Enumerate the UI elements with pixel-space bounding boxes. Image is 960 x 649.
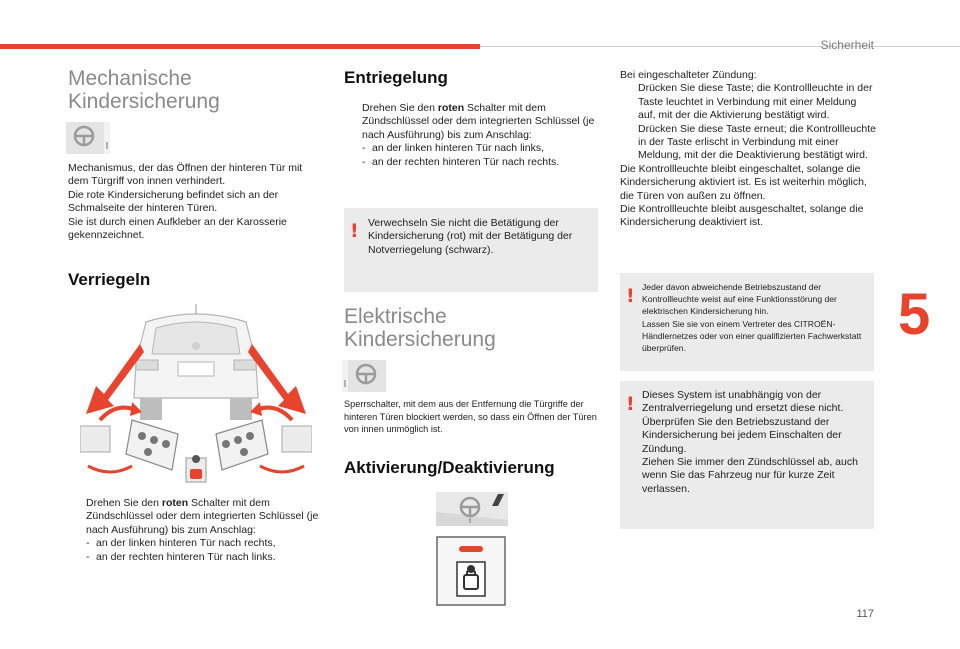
- mechanical-description: [68, 162, 322, 242]
- header-accent-bar: [0, 44, 480, 49]
- electric-title: [344, 306, 594, 351]
- activation-intro: Bei eingeschalteter Zündung:: [620, 69, 757, 81]
- activation-step: Drücken Sie diese Taste erneut; die Kontrollleuchte in der Taste erlischt in Verbindung mit einer Meldung, mit der die Deaktivierung bestätigt wird.: [638, 122, 876, 162]
- aktivierung-heading: [344, 458, 555, 478]
- system-warning-text: [642, 389, 868, 496]
- step-subitem: an der rechten hinteren Tür nach links.: [96, 550, 276, 563]
- status-paragraph: Die Kontrollleuchte bleibt eingeschaltet, solange die Kindersicherung aktiviert ist. Es ist weiterhin möglich, die Türen von außen zu öffnen.: [620, 162, 867, 202]
- left-key-fob: [126, 420, 178, 470]
- entriegelung-heading: [344, 68, 448, 88]
- verriegeln-heading: [68, 270, 150, 290]
- warning-paragraph: Ziehen Sie immer den Zündschlüssel ab, auch wenn Sie das Fahrzeug nur für kurze Zeit verlassen.: [642, 456, 858, 495]
- warning-icon: !: [626, 393, 635, 415]
- aktivierung-title: Aktivierung/Deaktivierung: [344, 458, 555, 477]
- warning-paragraph: Lassen Sie sie von einem Vertreter des CITROËN-Händlernetzes oder von einer qualifizierten Fachwerkstatt überprüfen.: [642, 318, 862, 354]
- warning-paragraph: Jeder davon abweichende Betriebszustand der Kontrollleuchte weist auf eine Funktionsstörung der elektrischen Kindersicherung hin.: [642, 282, 837, 317]
- steering-wheel-icon: [342, 360, 386, 392]
- entriegelung-title: Entriegelung: [344, 68, 448, 87]
- right-key-fob: [216, 420, 268, 470]
- electric-description: Sperrschalter, mit dem aus der Entfernung die Türgriffe der hinteren Türen blockiert werden, so dass ein Öffnen der Türen von innen unmöglich ist.: [344, 399, 597, 435]
- mechanical-paragraph: Die rote Kindersicherung befindet sich an der Schmalseite der hinteren Türen.: [68, 188, 279, 215]
- mechanical-title-line2: Kindersicherung: [68, 89, 220, 113]
- chapter-number: 5: [898, 282, 931, 347]
- entriegelung-instructions: Drehen Sie den roten Schalter mit dem Zündschlüssel oder dem integrierten Schlüssel (je nach Ausführung) bis zum Anschlag: - an der linken hinteren Tür nach links, - an der rechten hinteren Tür nach rechts.: [362, 102, 595, 168]
- step-text: Schalter mit dem Zündschlüssel oder dem integrierten Schlüssel (je nach Ausführung) bis zum Anschlag:: [86, 497, 319, 536]
- status-paragraph: Die Kontrollleuchte bleibt ausgeschaltet, solange die Kindersicherung deaktiviert ist.: [620, 203, 864, 229]
- step-text: Schalter mit dem Zündschlüssel oder dem integrierten Schlüssel (je nach Ausführung) bis zum Anschlag:: [362, 102, 595, 141]
- activation-step: Drücken Sie diese Taste; die Kontrollleuchte in der Taste leuchtet in Verbindung mit einer Meldung auf, mit der die Aktivierung bestätigt wird.: [638, 82, 873, 122]
- child-lock-illustration: [80, 302, 312, 484]
- verriegeln-instructions: Drehen Sie den roten Schalter mit dem Zündschlüssel oder dem integrierten Schlüssel (je nach Ausführung) bis zum Anschlag: - an der linken hinteren Tür nach rechts, - an der rechten hinteren Tür nach links.: [86, 497, 319, 563]
- system-warning-box: [620, 381, 874, 529]
- mechanical-paragraph: Sie ist durch einen Aufkleber an der Karosserie gekennzeichnet.: [68, 215, 287, 242]
- warning-text: Verwechseln Sie nicht die Betätigung der Kindersicherung (rot) mit der Betätigung der Notverriegelung (schwarz).: [368, 217, 573, 256]
- warning-paragraph: Überprüfen Sie den Betriebszustand der Kindersicherung bei jedem Einschalten der Zündung.: [642, 415, 842, 455]
- warning-icon: !: [626, 285, 635, 307]
- verriegeln-title: Verriegeln: [68, 270, 151, 289]
- step-subitem: an der rechten hinteren Tür nach rechts.: [372, 155, 560, 168]
- malfunction-warning-box: [620, 273, 874, 371]
- steering-wheel-button-icon: [436, 492, 508, 526]
- malfunction-warning-text: [642, 281, 868, 354]
- warning-icon: !: [350, 220, 359, 242]
- step-text: Drehen Sie den: [362, 102, 438, 114]
- step-text: Drehen Sie den: [86, 497, 162, 509]
- child-lock-button-icon: [436, 536, 506, 606]
- electric-title-line2: Kindersicherung: [344, 327, 496, 351]
- mechanical-title: [68, 68, 318, 113]
- mechanical-paragraph: Mechanismus, der das Öffnen der hinteren Tür mit dem Türgriff von innen verhindert.: [68, 162, 303, 188]
- section-name: Sicherheit: [820, 38, 874, 52]
- warning-box: [344, 208, 598, 292]
- header-rule: [480, 46, 960, 47]
- warning-paragraph: Dieses System ist unabhängig von der Zentralverriegelung und ersetzt diese nicht.: [642, 389, 844, 415]
- steering-wheel-icon: [66, 122, 110, 154]
- activation-instructions: [620, 69, 876, 230]
- step-text-bold: roten: [437, 102, 465, 114]
- step-subitem: an der linken hinteren Tür nach links,: [372, 142, 544, 155]
- step-subitem: an der linken hinteren Tür nach rechts,: [96, 537, 276, 550]
- electric-title-line1: Elektrische: [344, 305, 447, 328]
- page-number: 117: [856, 608, 874, 620]
- car-rear-drawing: [134, 304, 258, 420]
- step-text-bold: roten: [161, 497, 189, 509]
- mechanical-title-line1: Mechanische: [68, 67, 192, 90]
